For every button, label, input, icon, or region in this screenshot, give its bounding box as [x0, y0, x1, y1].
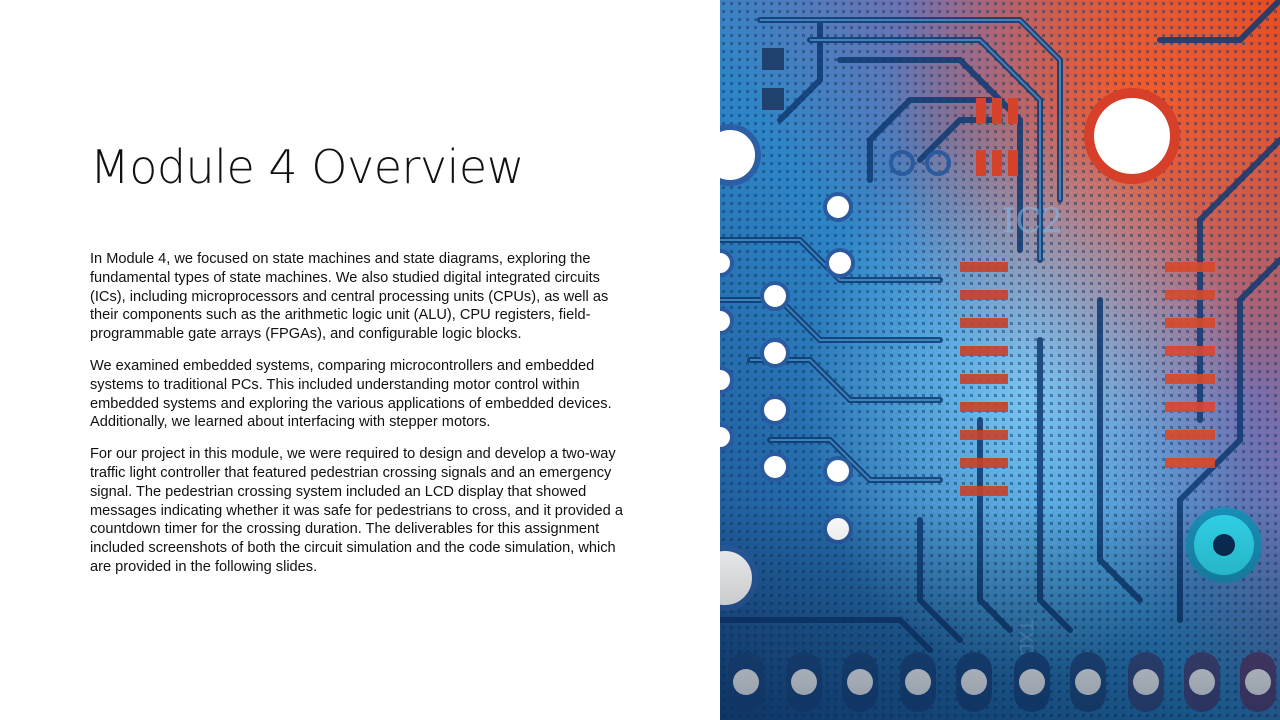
body-paragraph-2: We examined embedded systems, comparing microcontrollers and embedded systems to traditional PCs. This included understanding motor control within embedded systems and exploring the various applications of embedded devices. Additionally, we learned about interfacing with stepper motors.: [90, 357, 612, 431]
slide-title: Module 4 Overview: [90, 140, 524, 194]
slide-body: [90, 250, 635, 590]
body-paragraph-3: For our project in this module, we were required to design and develop a two-way traffic light controller that featured pedestrian crossing signals and an emergency signal. The pedestrian crossing system included an LCD display that showed messages indicating whether it was safe for pedestrians to cross, and it provided a countdown timer for the crossing duration. The deliverables for this assignment included screenshots of both the circuit simulation and the code simulation, which are provided in the following slides.: [90, 446, 623, 575]
circuit-board-graphic: [720, 0, 1280, 720]
circuit-board-image: [720, 0, 1280, 720]
body-paragraph-1: In Module 4, we focused on state machines and state diagrams, exploring the fundamental types of state machines. We also studied digital integrated circuits (ICs), including microprocessors and central processing units (CPUs), as well as their components such as the arithmetic logic unit (ALU), CPU registers, field-programmable gate arrays (FPGAs), and configurable logic blocks.: [90, 251, 609, 343]
